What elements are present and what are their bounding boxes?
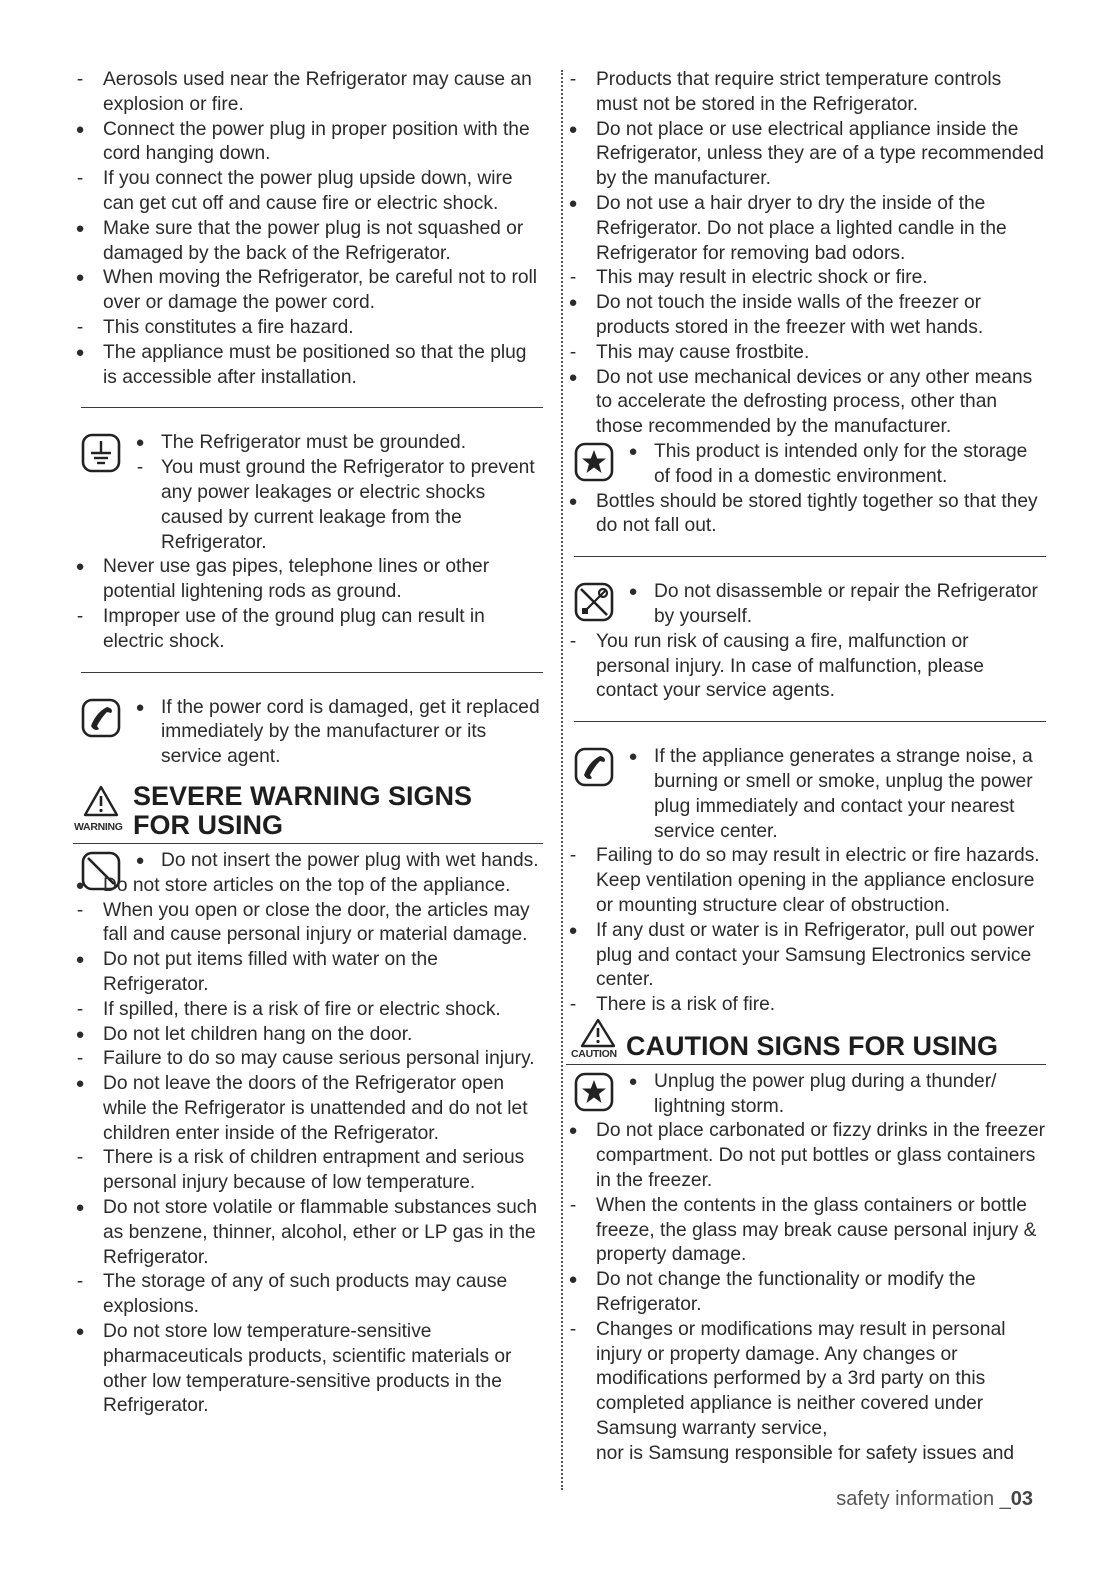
list-block bbox=[73, 68, 543, 390]
dash-marker: - bbox=[569, 1318, 577, 1340]
bullet-item bbox=[73, 849, 543, 874]
dash-marker: - bbox=[136, 457, 144, 479]
heading-line-1: SEVERE WARNING SIGNS bbox=[133, 780, 473, 811]
bullet-marker: ● bbox=[568, 294, 578, 312]
dash-marker: - bbox=[76, 316, 84, 338]
right-column bbox=[566, 68, 1046, 1467]
list-block bbox=[566, 844, 1046, 1018]
dash-item bbox=[73, 68, 543, 118]
list-block bbox=[566, 1119, 1046, 1466]
dash-item bbox=[566, 630, 1046, 704]
item-text: If any dust or water is in Refrigerator, pull out power plug and contact your Samsung Electronics service center. bbox=[596, 919, 1035, 991]
bullet-marker: ● bbox=[568, 194, 578, 212]
item-text: Do not use a hair dryer to dry the inside of the Refrigerator. Do not place a lighted candle in the Refrigerator for removing bad odors. bbox=[596, 192, 1007, 264]
dash-item bbox=[73, 456, 543, 555]
list-block bbox=[73, 431, 543, 555]
caution-heading bbox=[566, 1032, 1046, 1065]
item-text: If you connect the power plug upside down, wire can get cut off and cause fire or electric shock. bbox=[103, 168, 513, 214]
item-text: Do not touch the inside walls of the freezer or products stored in the freezer with wet hands. bbox=[596, 292, 984, 338]
item-text: Do not put items filled with water on the Refrigerator. bbox=[103, 949, 438, 995]
item-text: Do not disassemble or repair the Refrigerator by yourself. bbox=[654, 581, 1038, 627]
warning-label: WARNING bbox=[74, 820, 123, 833]
bullet-marker: ● bbox=[135, 434, 145, 452]
bullet-item bbox=[566, 291, 1046, 341]
wet-hands-notice bbox=[73, 849, 543, 874]
bullet-marker: ● bbox=[75, 558, 85, 576]
list-block bbox=[566, 630, 1046, 704]
caution-label: CAUTION bbox=[571, 1047, 617, 1060]
bullet-marker: ● bbox=[75, 120, 85, 138]
item-text: If spilled, there is a risk of fire or electric shock. bbox=[103, 998, 501, 1020]
bullet-marker: ● bbox=[568, 1122, 578, 1140]
item-text: Do not store low temperature-sensitive pharmaceuticals products, scientific materials or other low temperature-sensitive products in the Refrigerator. bbox=[103, 1321, 512, 1417]
item-text: When moving the Refrigerator, be careful not to roll over or damage the power cord. bbox=[103, 267, 538, 314]
bullet-item bbox=[566, 490, 1046, 540]
bullet-item bbox=[566, 580, 1046, 630]
item-text: Unplug the power plug during a thunder/ lightning storm. bbox=[654, 1070, 997, 1117]
bullet-marker: ● bbox=[135, 851, 145, 869]
column-divider bbox=[561, 70, 563, 1490]
bullet-item bbox=[566, 1070, 1046, 1120]
item-text: Aerosols used near the Refrigerator may cause an explosion or fire. bbox=[103, 69, 532, 115]
bullet-item bbox=[73, 1196, 543, 1270]
dash-marker: - bbox=[569, 630, 577, 652]
heading-line-1: CAUTION SIGNS FOR USING bbox=[626, 1030, 999, 1061]
dash-marker: - bbox=[76, 998, 84, 1020]
dash-item bbox=[566, 1318, 1046, 1442]
item-text: Do not change the functionality or modify the Refrigerator. bbox=[596, 1269, 976, 1316]
bullet-marker: ● bbox=[75, 1323, 85, 1341]
item-text: This constitutes a fire hazard. bbox=[103, 316, 354, 338]
bullet-item bbox=[73, 217, 543, 267]
item-text: If the power cord is damaged, get it replaced immediately by the manufacturer or its service agent. bbox=[161, 696, 540, 768]
bullet-item bbox=[566, 1268, 1046, 1318]
item-text: Do not place or use electrical appliance inside the Refrigerator, unless they are of a type recommended by the manufacturer. bbox=[596, 118, 1044, 190]
bullet-marker: ● bbox=[75, 269, 85, 287]
list-block bbox=[73, 849, 543, 874]
bullet-item bbox=[566, 118, 1046, 192]
bullet-item bbox=[566, 440, 1046, 490]
bullet-item bbox=[73, 1023, 543, 1048]
list-block bbox=[566, 745, 1046, 844]
dash-marker: - bbox=[569, 267, 577, 289]
bullet-marker: ● bbox=[75, 219, 85, 237]
item-text: If the appliance generates a strange noise, a burning or smell or smoke, unplug the power plug immediately and contact your nearest service center. bbox=[654, 746, 1033, 842]
item-text: Do not use mechanical devices or any other means to accelerate the defrosting process, other than those recommended by the manufacturer. bbox=[596, 366, 1033, 438]
item-text: Make sure that the power plug is not squashed or damaged by the back of the Refrigerator. bbox=[103, 217, 524, 264]
item-text: Do not let children hang on the door. bbox=[103, 1023, 413, 1045]
heading-line-2: FOR USING bbox=[133, 809, 284, 840]
item-text: Connect the power plug in proper position with the cord hanging down. bbox=[103, 118, 530, 165]
dash-item bbox=[566, 844, 1046, 918]
bullet-item bbox=[73, 266, 543, 316]
dash-item bbox=[566, 68, 1046, 118]
bullet-marker: ● bbox=[568, 368, 578, 386]
list-block bbox=[566, 1070, 1046, 1120]
disassemble-notice bbox=[566, 580, 1046, 630]
bullet-marker: ● bbox=[75, 876, 85, 894]
bullet-marker: ● bbox=[628, 442, 638, 460]
item-text: Do not store volatile or flammable substances such as benzene, thinner, alcohol, ether or LP gas in the Refrigerator. bbox=[103, 1197, 538, 1268]
dash-item bbox=[566, 1194, 1046, 1268]
bullet-item bbox=[73, 431, 543, 456]
bullet-marker: ● bbox=[568, 492, 578, 510]
dash-marker: - bbox=[76, 1271, 84, 1293]
dash-item bbox=[73, 605, 543, 655]
dash-item bbox=[566, 341, 1046, 366]
bullet-item bbox=[566, 366, 1046, 440]
dash-item bbox=[73, 998, 543, 1023]
item-text: Do not store articles on the top of the appliance. bbox=[103, 874, 511, 896]
item-text: This may result in electric shock or fire. bbox=[596, 267, 928, 289]
bullet-item bbox=[73, 1320, 543, 1419]
dash-item bbox=[73, 1146, 543, 1196]
dash-item bbox=[73, 899, 543, 949]
item-text: The Refrigerator must be grounded. bbox=[161, 432, 467, 454]
item-text: When you open or close the door, the articles may fall and cause personal injury or material damage. bbox=[103, 899, 530, 946]
page-footer bbox=[836, 1488, 1033, 1511]
item-text: Do not insert the power plug with wet hands. bbox=[161, 849, 539, 871]
list-block bbox=[566, 68, 1046, 440]
item-text: There is a risk of children entrapment and serious personal injury because of low temperature. bbox=[103, 1147, 525, 1194]
dash-item bbox=[566, 266, 1046, 291]
dash-item bbox=[73, 167, 543, 217]
dash-item bbox=[73, 316, 543, 341]
section-rule bbox=[574, 556, 1046, 557]
bullet-item bbox=[73, 118, 543, 168]
bullet-item bbox=[73, 1072, 543, 1146]
domestic-use-notice bbox=[566, 440, 1046, 490]
bullet-marker: ● bbox=[568, 120, 578, 138]
dash-marker: - bbox=[76, 899, 84, 921]
list-block bbox=[73, 555, 543, 654]
dash-marker: - bbox=[569, 994, 577, 1016]
bullet-marker: ● bbox=[135, 698, 145, 716]
item-text: There is a risk of fire. bbox=[596, 994, 776, 1016]
bullet-marker: ● bbox=[568, 921, 578, 939]
item-text: The appliance must be positioned so that the plug is accessible after installation. bbox=[103, 341, 527, 388]
severe-warning-heading bbox=[73, 782, 543, 844]
dash-item bbox=[73, 1270, 543, 1320]
dash-marker: - bbox=[76, 69, 84, 90]
bullet-item bbox=[566, 745, 1046, 844]
item-text: Bottles should be stored tightly together so that they do not fall out. bbox=[596, 490, 1038, 537]
list-block bbox=[73, 874, 543, 1420]
item-text: Do not place carbonated or fizzy drinks in the freezer compartment. Do not put bottles or glass containers in the freezer. bbox=[596, 1120, 1046, 1192]
item-text: Products that require strict temperature controls must not be stored in the Refrigerator. bbox=[596, 69, 1002, 115]
bullet-marker: ● bbox=[628, 1072, 638, 1090]
page-number: 03 bbox=[1010, 1488, 1033, 1510]
bullet-marker: ● bbox=[75, 1075, 85, 1093]
noise-notice bbox=[566, 745, 1046, 844]
ground-notice bbox=[73, 431, 543, 555]
bullet-item bbox=[566, 192, 1046, 266]
bullet-item bbox=[73, 948, 543, 998]
bullet-marker: ● bbox=[628, 748, 638, 766]
bullet-item bbox=[73, 696, 543, 770]
section-rule bbox=[574, 721, 1046, 722]
item-text: This product is intended only for the storage of food in a domestic environment. bbox=[654, 440, 1028, 487]
list-block bbox=[566, 490, 1046, 540]
bullet-item bbox=[73, 555, 543, 605]
bullet-item bbox=[566, 919, 1046, 993]
dash-marker: - bbox=[76, 1048, 84, 1070]
dash-marker: - bbox=[569, 1194, 577, 1216]
item-text: Do not leave the doors of the Refrigerator open while the Refrigerator is unattended and do not let children enter inside of the Refrigerator. bbox=[103, 1073, 528, 1144]
dash-item bbox=[73, 1047, 543, 1072]
dash-marker: - bbox=[76, 168, 84, 190]
text-line bbox=[566, 1442, 1046, 1467]
bullet-marker: ● bbox=[75, 1025, 85, 1043]
item-text: Failure to do so may cause serious personal injury. bbox=[103, 1048, 535, 1070]
item-text: nor is Samsung responsible for safety issues and bbox=[596, 1442, 1015, 1464]
dash-marker: - bbox=[76, 1147, 84, 1169]
footer-section: safety information _ bbox=[836, 1488, 1011, 1510]
bullet-marker: ● bbox=[568, 1271, 578, 1289]
item-text: Never use gas pipes, telephone lines or other potential lightening rods as ground. bbox=[103, 556, 490, 603]
dash-marker: - bbox=[569, 69, 577, 90]
bullet-marker: ● bbox=[75, 951, 85, 969]
bullet-item bbox=[73, 874, 543, 899]
list-block bbox=[566, 440, 1046, 490]
left-column bbox=[73, 68, 543, 1419]
section-rule bbox=[81, 672, 543, 673]
item-text: Failing to do so may result in electric or fire hazards. Keep ventilation opening in the appliance enclosure or mounting structure clear of obstruction. bbox=[596, 845, 1040, 916]
list-block bbox=[73, 696, 543, 770]
storm-notice bbox=[566, 1070, 1046, 1120]
bullet-marker: ● bbox=[75, 343, 85, 361]
dash-marker: - bbox=[569, 341, 577, 363]
caution-triangle-icon bbox=[580, 1018, 616, 1048]
item-text: You must ground the Refrigerator to prevent any power leakages or electric shocks caused by current leakage from the Refrigerator. bbox=[161, 457, 535, 553]
item-text: Changes or modifications may result in personal injury or property damage. Any changes or modifications performed by a 3rd party on this completed appliance is neither covered under Samsung warranty service, bbox=[596, 1318, 1006, 1440]
item-text: Improper use of the ground plug can result in electric shock. bbox=[103, 605, 485, 652]
bullet-item bbox=[566, 1119, 1046, 1193]
item-text: When the contents in the glass containers or bottle freeze, the glass may break cause personal injury & property damage. bbox=[596, 1194, 1037, 1266]
item-text: You run risk of causing a fire, malfunction or personal injury. In case of malfunction, please contact your service agents. bbox=[596, 630, 984, 702]
dash-marker: - bbox=[76, 605, 84, 627]
dash-item bbox=[566, 993, 1046, 1018]
item-text: This may cause frostbite. bbox=[596, 341, 810, 363]
service-notice bbox=[73, 696, 543, 770]
section-rule bbox=[81, 407, 543, 408]
warning-triangle-icon bbox=[83, 785, 119, 817]
bullet-marker: ● bbox=[628, 583, 638, 601]
list-block bbox=[566, 580, 1046, 630]
dash-marker: - bbox=[569, 845, 577, 867]
bullet-marker: ● bbox=[75, 1199, 85, 1217]
bullet-item bbox=[73, 341, 543, 391]
item-text: The storage of any of such products may cause explosions. bbox=[103, 1271, 508, 1318]
